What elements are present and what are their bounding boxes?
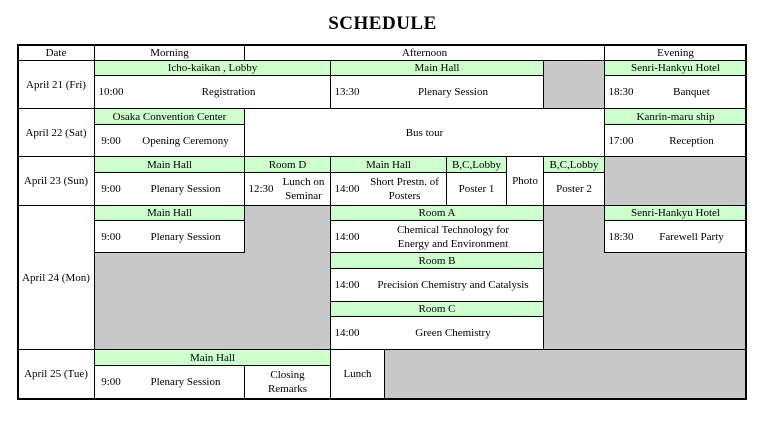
venue-kanrin-maru: Kanrin-maru ship: [604, 108, 747, 125]
venue-main-hall-23pm: Main Hall: [330, 156, 447, 173]
venue-room-c: Room C: [330, 301, 544, 317]
time-farewell: 18:30: [604, 220, 638, 253]
venue-poster-2: B,C,Lobby: [543, 156, 605, 173]
time-plenary-21: 13:30: [330, 75, 364, 109]
table-border-top: [17, 44, 747, 46]
header-date: Date: [17, 44, 95, 61]
event-poster-2: Poster 2: [543, 172, 605, 206]
event-banquet: Banquet: [637, 75, 747, 109]
event-plenary-21: Plenary Session: [363, 75, 544, 109]
table-border-left: [17, 44, 19, 400]
venue-main-hall-21: Main Hall: [330, 60, 544, 76]
date-april-22: April 22 (Sat): [17, 108, 95, 157]
event-precision-chemistry: Precision Chemistry and Catalysis: [363, 268, 544, 302]
event-green-chemistry: Green Chemistry: [363, 316, 544, 350]
time-room-b: 14:00: [330, 268, 364, 302]
time-room-c: 14:00: [330, 316, 364, 350]
event-plenary-24: Plenary Session: [127, 220, 245, 253]
venue-room-b: Room B: [330, 252, 544, 269]
time-registration: 10:00: [94, 75, 128, 109]
venue-main-hall-25: Main Hall: [94, 349, 331, 366]
venue-icho-kaikan: Icho-kaikan , Lobby: [94, 60, 331, 76]
time-short-prestn: 14:00: [330, 172, 364, 206]
event-opening-ceremony: Opening Ceremony: [127, 124, 245, 157]
page-title: SCHEDULE: [328, 13, 437, 34]
time-lunch-seminar: 12:30: [244, 172, 278, 206]
event-photo: Photo: [506, 156, 544, 206]
venue-main-hall-23am: Main Hall: [94, 156, 245, 173]
date-april-23: April 23 (Sun): [17, 156, 95, 206]
event-bus-tour: Bus tour: [244, 108, 605, 157]
header-afternoon: Afternoon: [244, 44, 605, 61]
time-plenary-24: 9:00: [94, 220, 128, 253]
date-april-25: April 25 (Tue): [17, 349, 95, 399]
blank-cell: [543, 60, 605, 109]
event-plenary-23: Plenary Session: [127, 172, 245, 206]
venue-osaka-convention: Osaka Convention Center: [94, 108, 245, 125]
venue-poster-1: B,C,Lobby: [446, 156, 507, 173]
event-chemical-technology: Chemical Technology for Energy and Environment: [363, 220, 544, 253]
event-plenary-25: Plenary Session: [127, 365, 245, 399]
time-opening: 9:00: [94, 124, 128, 157]
event-closing-remarks: Closing Remarks: [244, 365, 331, 399]
event-reception: Reception: [637, 124, 747, 157]
venue-room-a: Room A: [330, 205, 544, 221]
header-evening: Evening: [604, 44, 747, 61]
venue-senri-hankyu-24: Senri-Hankyu Hotel: [604, 205, 747, 221]
time-plenary-23: 9:00: [94, 172, 128, 206]
event-poster-1: Poster 1: [446, 172, 507, 206]
venue-main-hall-24: Main Hall: [94, 205, 245, 221]
date-april-24: April 24 (Mon): [17, 205, 95, 350]
event-short-prestn: Short Prestn. of Posters: [363, 172, 447, 206]
blank-cell: [604, 156, 747, 206]
event-farewell-party: Farewell Party: [637, 220, 747, 253]
time-room-a: 14:00: [330, 220, 364, 253]
time-banquet: 18:30: [604, 75, 638, 109]
event-registration: Registration: [127, 75, 331, 109]
venue-room-d: Room D: [244, 156, 331, 173]
event-lunch-seminar: Lunch on Seminar: [277, 172, 331, 206]
time-reception: 17:00: [604, 124, 638, 157]
blank-cell: [384, 349, 747, 399]
table-border-bottom: [17, 398, 747, 400]
event-lunch: Lunch: [330, 349, 385, 399]
date-april-21: April 21 (Fri): [17, 60, 95, 109]
time-plenary-25: 9:00: [94, 365, 128, 399]
table-border-right: [745, 44, 747, 400]
header-morning: Morning: [94, 44, 245, 61]
venue-senri-hankyu-21: Senri-Hankyu Hotel: [604, 60, 747, 76]
